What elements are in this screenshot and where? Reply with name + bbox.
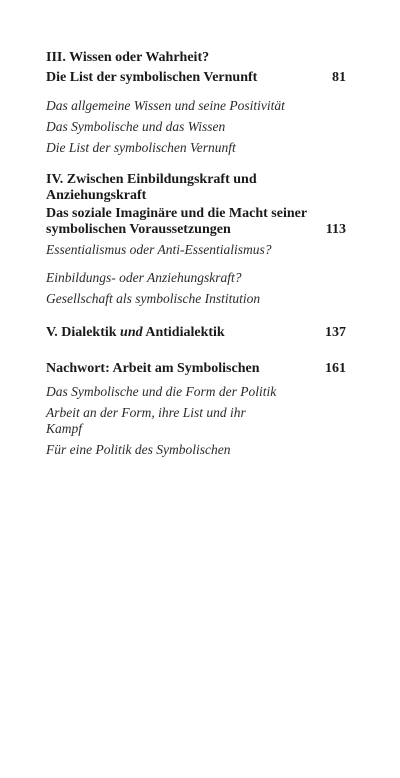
toc-part-title: III. Wissen oder Wahrheit? — [46, 50, 210, 65]
toc-section-afterword — [46, 361, 346, 458]
toc-chapter-row — [46, 222, 346, 238]
toc-section-4 — [46, 172, 346, 307]
toc-page-number: 113 — [325, 222, 346, 237]
toc-part-title — [46, 325, 225, 341]
toc-section-3 — [46, 50, 346, 156]
toc-title-emphasis: und — [120, 325, 143, 340]
table-of-contents — [46, 50, 346, 458]
toc-page-number: 137 — [325, 325, 346, 340]
toc-chapter-row — [46, 70, 346, 86]
toc-subheading: Gesellschaft als symbolische Institution — [46, 291, 261, 306]
toc-chapter-title: Die List der symbolischen Vernunft — [46, 70, 258, 85]
toc-section-5 — [46, 325, 346, 341]
toc-page-number: 161 — [325, 361, 346, 376]
toc-subheading: Das allgemeine Wissen und seine Positivität — [46, 98, 285, 113]
toc-subheading: Essentialismus oder Anti-Essentialismus? — [46, 242, 272, 257]
toc-chapter-title: Nachwort: Arbeit am Symbolischen — [46, 361, 260, 376]
toc-subheading: Kampf — [46, 421, 83, 436]
toc-subheading: Das Symbolische und die Form der Politik — [46, 384, 277, 399]
toc-part-title: IV. Zwischen Einbildungskraft und — [46, 172, 257, 187]
toc-subheading: Arbeit an der Form, ihre List und ihr — [46, 405, 246, 420]
toc-chapter-title: symbolischen Voraussetzungen — [46, 222, 231, 237]
toc-title-part: Antidialektik — [142, 325, 225, 340]
toc-part-title: Anziehungskraft — [46, 188, 147, 203]
toc-subheading: Für eine Politik des Symbolischen — [46, 442, 231, 457]
toc-subheading: Das Symbolische und das Wissen — [46, 119, 226, 134]
toc-chapter-row — [46, 325, 346, 341]
toc-title-part: V. Dialektik — [46, 325, 121, 340]
toc-subheading: Einbildungs- oder Anziehungskraft? — [46, 270, 242, 285]
toc-subheading: Die List der symbolischen Vernunft — [46, 140, 236, 155]
toc-chapter-title: Das soziale Imaginäre und die Macht seiner — [46, 206, 308, 221]
toc-page-number: 81 — [332, 70, 346, 85]
toc-chapter-row — [46, 361, 346, 377]
